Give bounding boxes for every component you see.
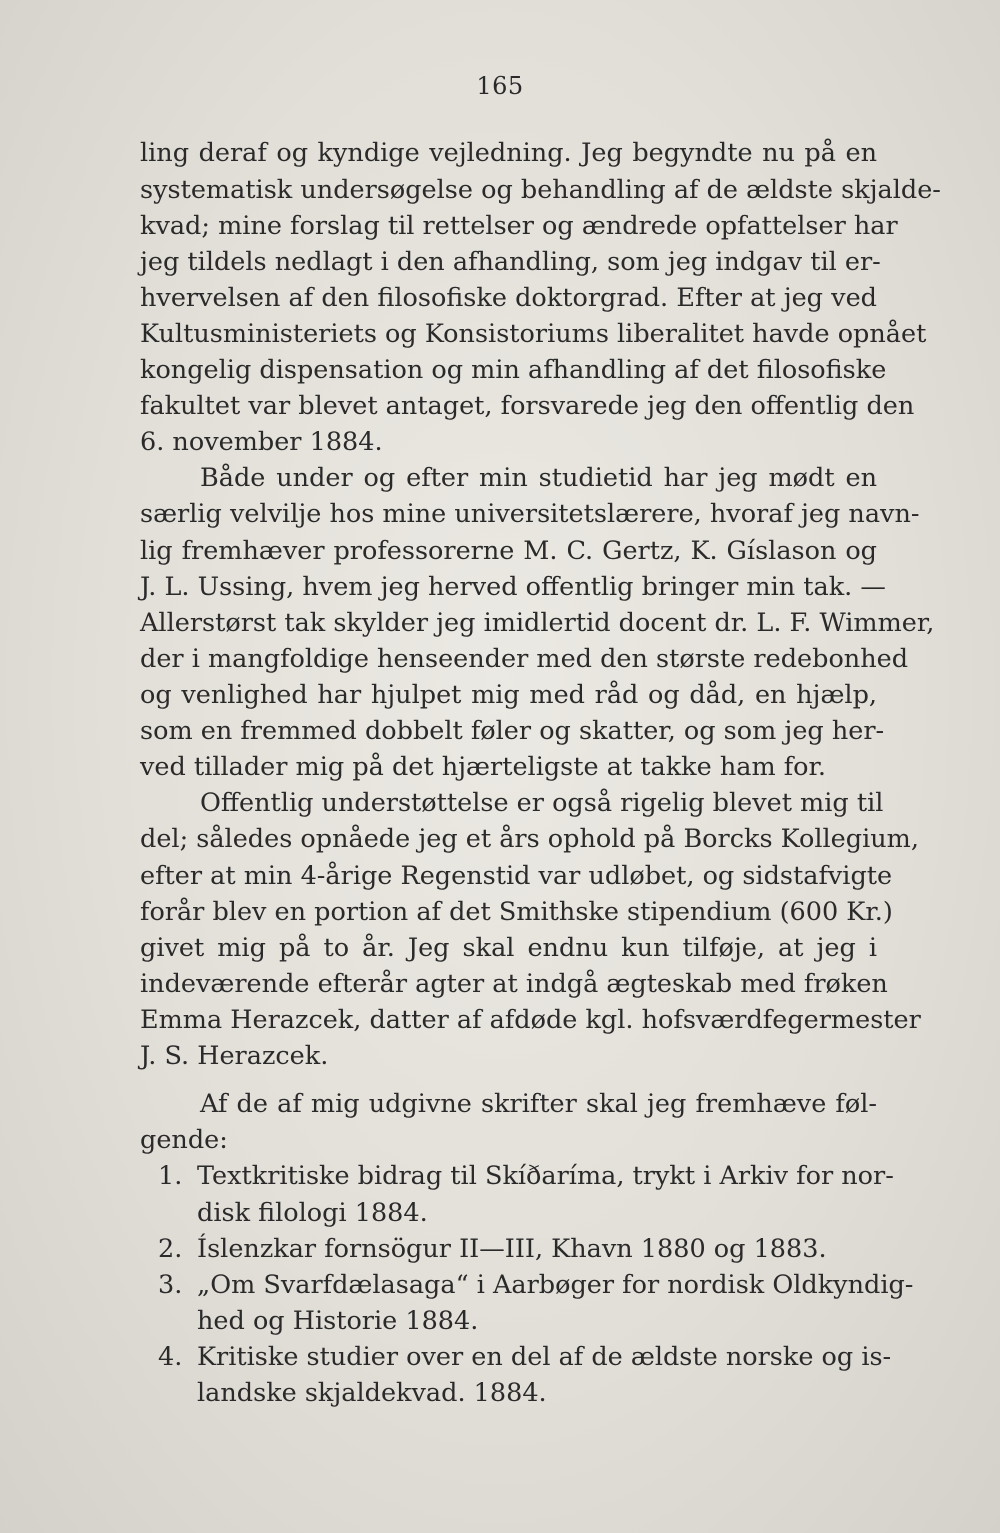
text-line: hed og Historie 1884. bbox=[197, 1306, 479, 1336]
text-line: Allerstørst tak skylder jeg imidlertid docent dr. L. F. Wimmer, bbox=[140, 608, 935, 638]
page-number: 165 bbox=[476, 72, 524, 100]
text-line: Íslenzkar fornsögur II—III, Khavn 1880 og 1883. bbox=[197, 1234, 827, 1264]
text-line: Offentlig understøttelse er også rigelig blevet mig til bbox=[200, 788, 884, 818]
text-line: kvad; mine forslag til rettelser og ændrede opfattelser har bbox=[140, 211, 898, 241]
text-line: Textkritiske bidrag til Skíðaríma, trykt i Arkiv for nor- bbox=[197, 1161, 894, 1191]
list-number: 3. bbox=[158, 1270, 183, 1300]
text-line: der i mangfoldige henseender med den største redebonhed bbox=[140, 644, 909, 674]
text-line: Emma Herazcek, datter af afdøde kgl. hofsværdfegermester bbox=[140, 1005, 921, 1035]
text-line: kongelig dispensation og min afhandling af det filosofiske bbox=[140, 355, 887, 385]
text-line: Kritiske studier over en del af de ældste norske og is- bbox=[197, 1342, 892, 1372]
text-line: del; således opnåede jeg et års ophold på Borcks Kollegium, bbox=[140, 824, 919, 854]
text-line: fakultet var blevet antaget, forsvarede jeg den offentlig den bbox=[140, 391, 915, 421]
text-line: Af de af mig udgivne skrifter skal jeg fremhæve føl- bbox=[200, 1089, 877, 1119]
list-number: 1. bbox=[158, 1161, 183, 1191]
text-line: landske skjaldekvad. 1884. bbox=[197, 1378, 547, 1408]
text-line: indeværende efterår agter at indgå ægteskab med frøken bbox=[140, 969, 888, 999]
text-line: „Om Svarfdælasaga“ i Aarbøger for nordisk Oldkyndig- bbox=[197, 1270, 914, 1300]
text-line: jeg tildels nedlagt i den afhandling, som jeg indgav til er- bbox=[140, 247, 881, 277]
text-line: givet mig på to år. Jeg skal endnu kun tilføje, at jeg i bbox=[140, 933, 877, 963]
list-number: 4. bbox=[158, 1342, 183, 1372]
text-line: som en fremmed dobbelt føler og skatter, og som jeg her- bbox=[140, 716, 885, 746]
text-line: lig fremhæver professorerne M. C. Gertz, K. Gíslason og bbox=[140, 536, 877, 566]
text-line: J. L. Ussing, hvem jeg herved offentlig bringer min tak. — bbox=[140, 572, 886, 602]
list-number: 2. bbox=[158, 1234, 183, 1264]
text-line: ling deraf og kyndige vejledning. Jeg begyndte nu på en bbox=[140, 138, 877, 168]
text-line: systematisk undersøgelse og behandling af de ældste skjalde- bbox=[140, 175, 941, 205]
text-line: særlig velvilje hos mine universitetslærere, hvoraf jeg navn- bbox=[140, 499, 920, 529]
text-line: ved tillader mig på det hjærteligste at takke ham for. bbox=[140, 752, 827, 782]
text-line: disk filologi 1884. bbox=[197, 1198, 428, 1228]
text-line: og venlighed har hjulpet mig med råd og dåd, en hjælp, bbox=[140, 680, 877, 710]
text-line: efter at min 4-årige Regenstid var udløbet, og sidstafvigte bbox=[140, 861, 893, 891]
text-line: J. S. Herazcek. bbox=[140, 1041, 329, 1071]
text-line: hvervelsen af den filosofiske doktorgrad. Efter at jeg ved bbox=[140, 283, 877, 313]
text-line: forår blev en portion af det Smithske stipendium (600 Kr.) bbox=[140, 897, 893, 927]
text-line: Både under og efter min studietid har jeg mødt en bbox=[200, 463, 877, 493]
text-line: 6. november 1884. bbox=[140, 427, 383, 457]
text-line: gende: bbox=[140, 1125, 228, 1155]
text-line: Kultusministeriets og Konsistoriums liberalitet havde opnået bbox=[140, 319, 927, 349]
